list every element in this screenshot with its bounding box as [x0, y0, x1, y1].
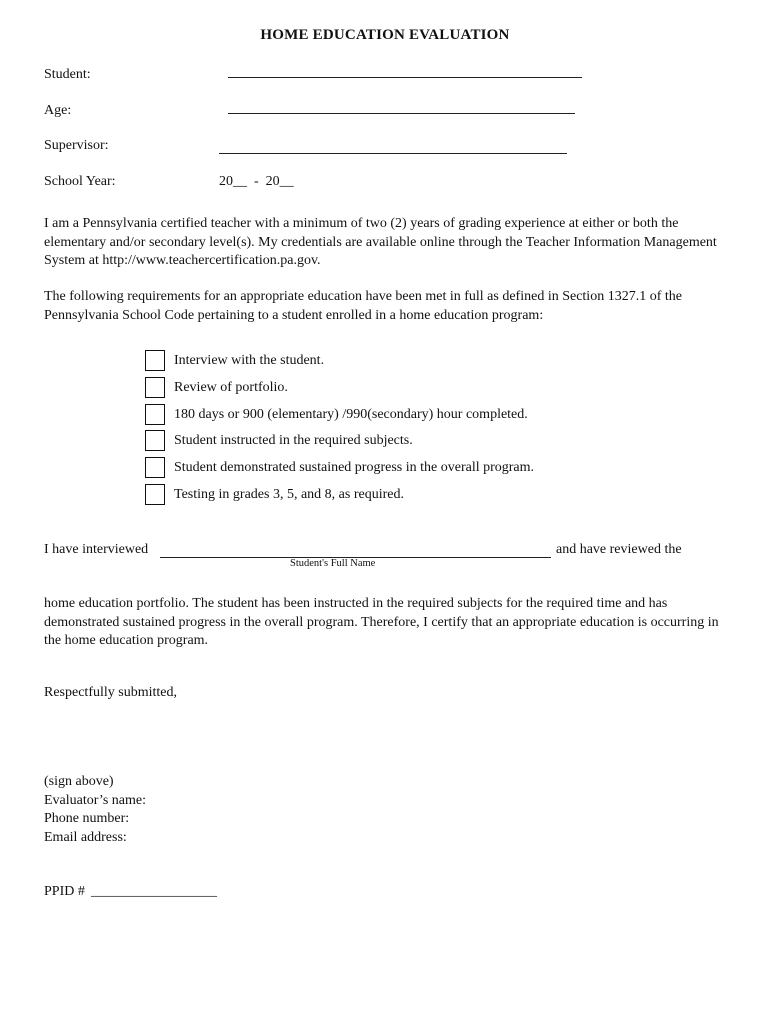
- checkbox[interactable]: [145, 457, 165, 478]
- checklist-label: Student demonstrated sustained progress in the overall program.: [174, 460, 535, 476]
- checkbox[interactable]: [145, 484, 165, 505]
- checkbox[interactable]: [145, 430, 165, 451]
- credentials-paragraph: I am a Pennsylvania certified teacher with a minimum of two (2) years of grading experience at either or both the elementary and/or secondary level(s). My credentials are available online through the Teacher Information Management System at http://www.teachercertification.pa.gov.: [44, 216, 717, 268]
- phone-label: Phone number:: [44, 811, 130, 826]
- evaluator-name-label: Evaluator’s name:: [44, 792, 146, 808]
- certification-paragraph: home education portfolio. The student has been instructed in the required subjects for the required time and has demonstrated sustained progress in the overall program. Therefore, I certify that an appropriate education is occurring in the home education program.: [44, 596, 719, 648]
- checkbox[interactable]: [145, 404, 165, 425]
- signature-block: [44, 773, 146, 847]
- supervisor-field[interactable]: [219, 153, 567, 154]
- requirements-paragraph: The following requirements for an appropriate education have been met in full as defined in Section 1327.1 of the Pennsylvania School Code pertaining to a student enrolled in a home education program:: [44, 289, 682, 323]
- ppid-label: PPID #: [44, 884, 85, 899]
- student-field[interactable]: [228, 77, 582, 78]
- student-full-name-caption: Student's Full Name: [290, 558, 376, 569]
- student-label: Student:: [44, 67, 91, 82]
- checklist-label: Review of portfolio.: [174, 379, 288, 395]
- interview-prefix: I have interviewed: [44, 542, 149, 557]
- checklist-label: Interview with the student.: [174, 353, 325, 368]
- email-label: Email address:: [44, 829, 127, 845]
- age-label: Age:: [44, 103, 72, 118]
- checklist-label: Student instructed in the required subjects.: [174, 433, 413, 449]
- checklist-label: Testing in grades 3, 5, and 8, as required.: [174, 486, 404, 502]
- school-year-label: School Year:: [44, 174, 116, 189]
- closing-text: Respectfully submitted,: [44, 685, 177, 700]
- checkbox[interactable]: [145, 350, 165, 371]
- supervisor-label: Supervisor:: [44, 138, 109, 153]
- checklist-label: 180 days or 900 (elementary) /990(secondary) hour completed.: [174, 406, 528, 422]
- form-title: HOME EDUCATION EVALUATION: [260, 27, 510, 43]
- ppid-field[interactable]: __________________: [91, 884, 217, 899]
- checkbox[interactable]: [145, 377, 165, 398]
- age-field[interactable]: [228, 113, 575, 114]
- interview-suffix: and have reviewed the: [556, 542, 682, 557]
- sign-above-text: (sign above): [44, 774, 114, 789]
- school-year-field[interactable]: 20__ - 20__: [219, 174, 294, 189]
